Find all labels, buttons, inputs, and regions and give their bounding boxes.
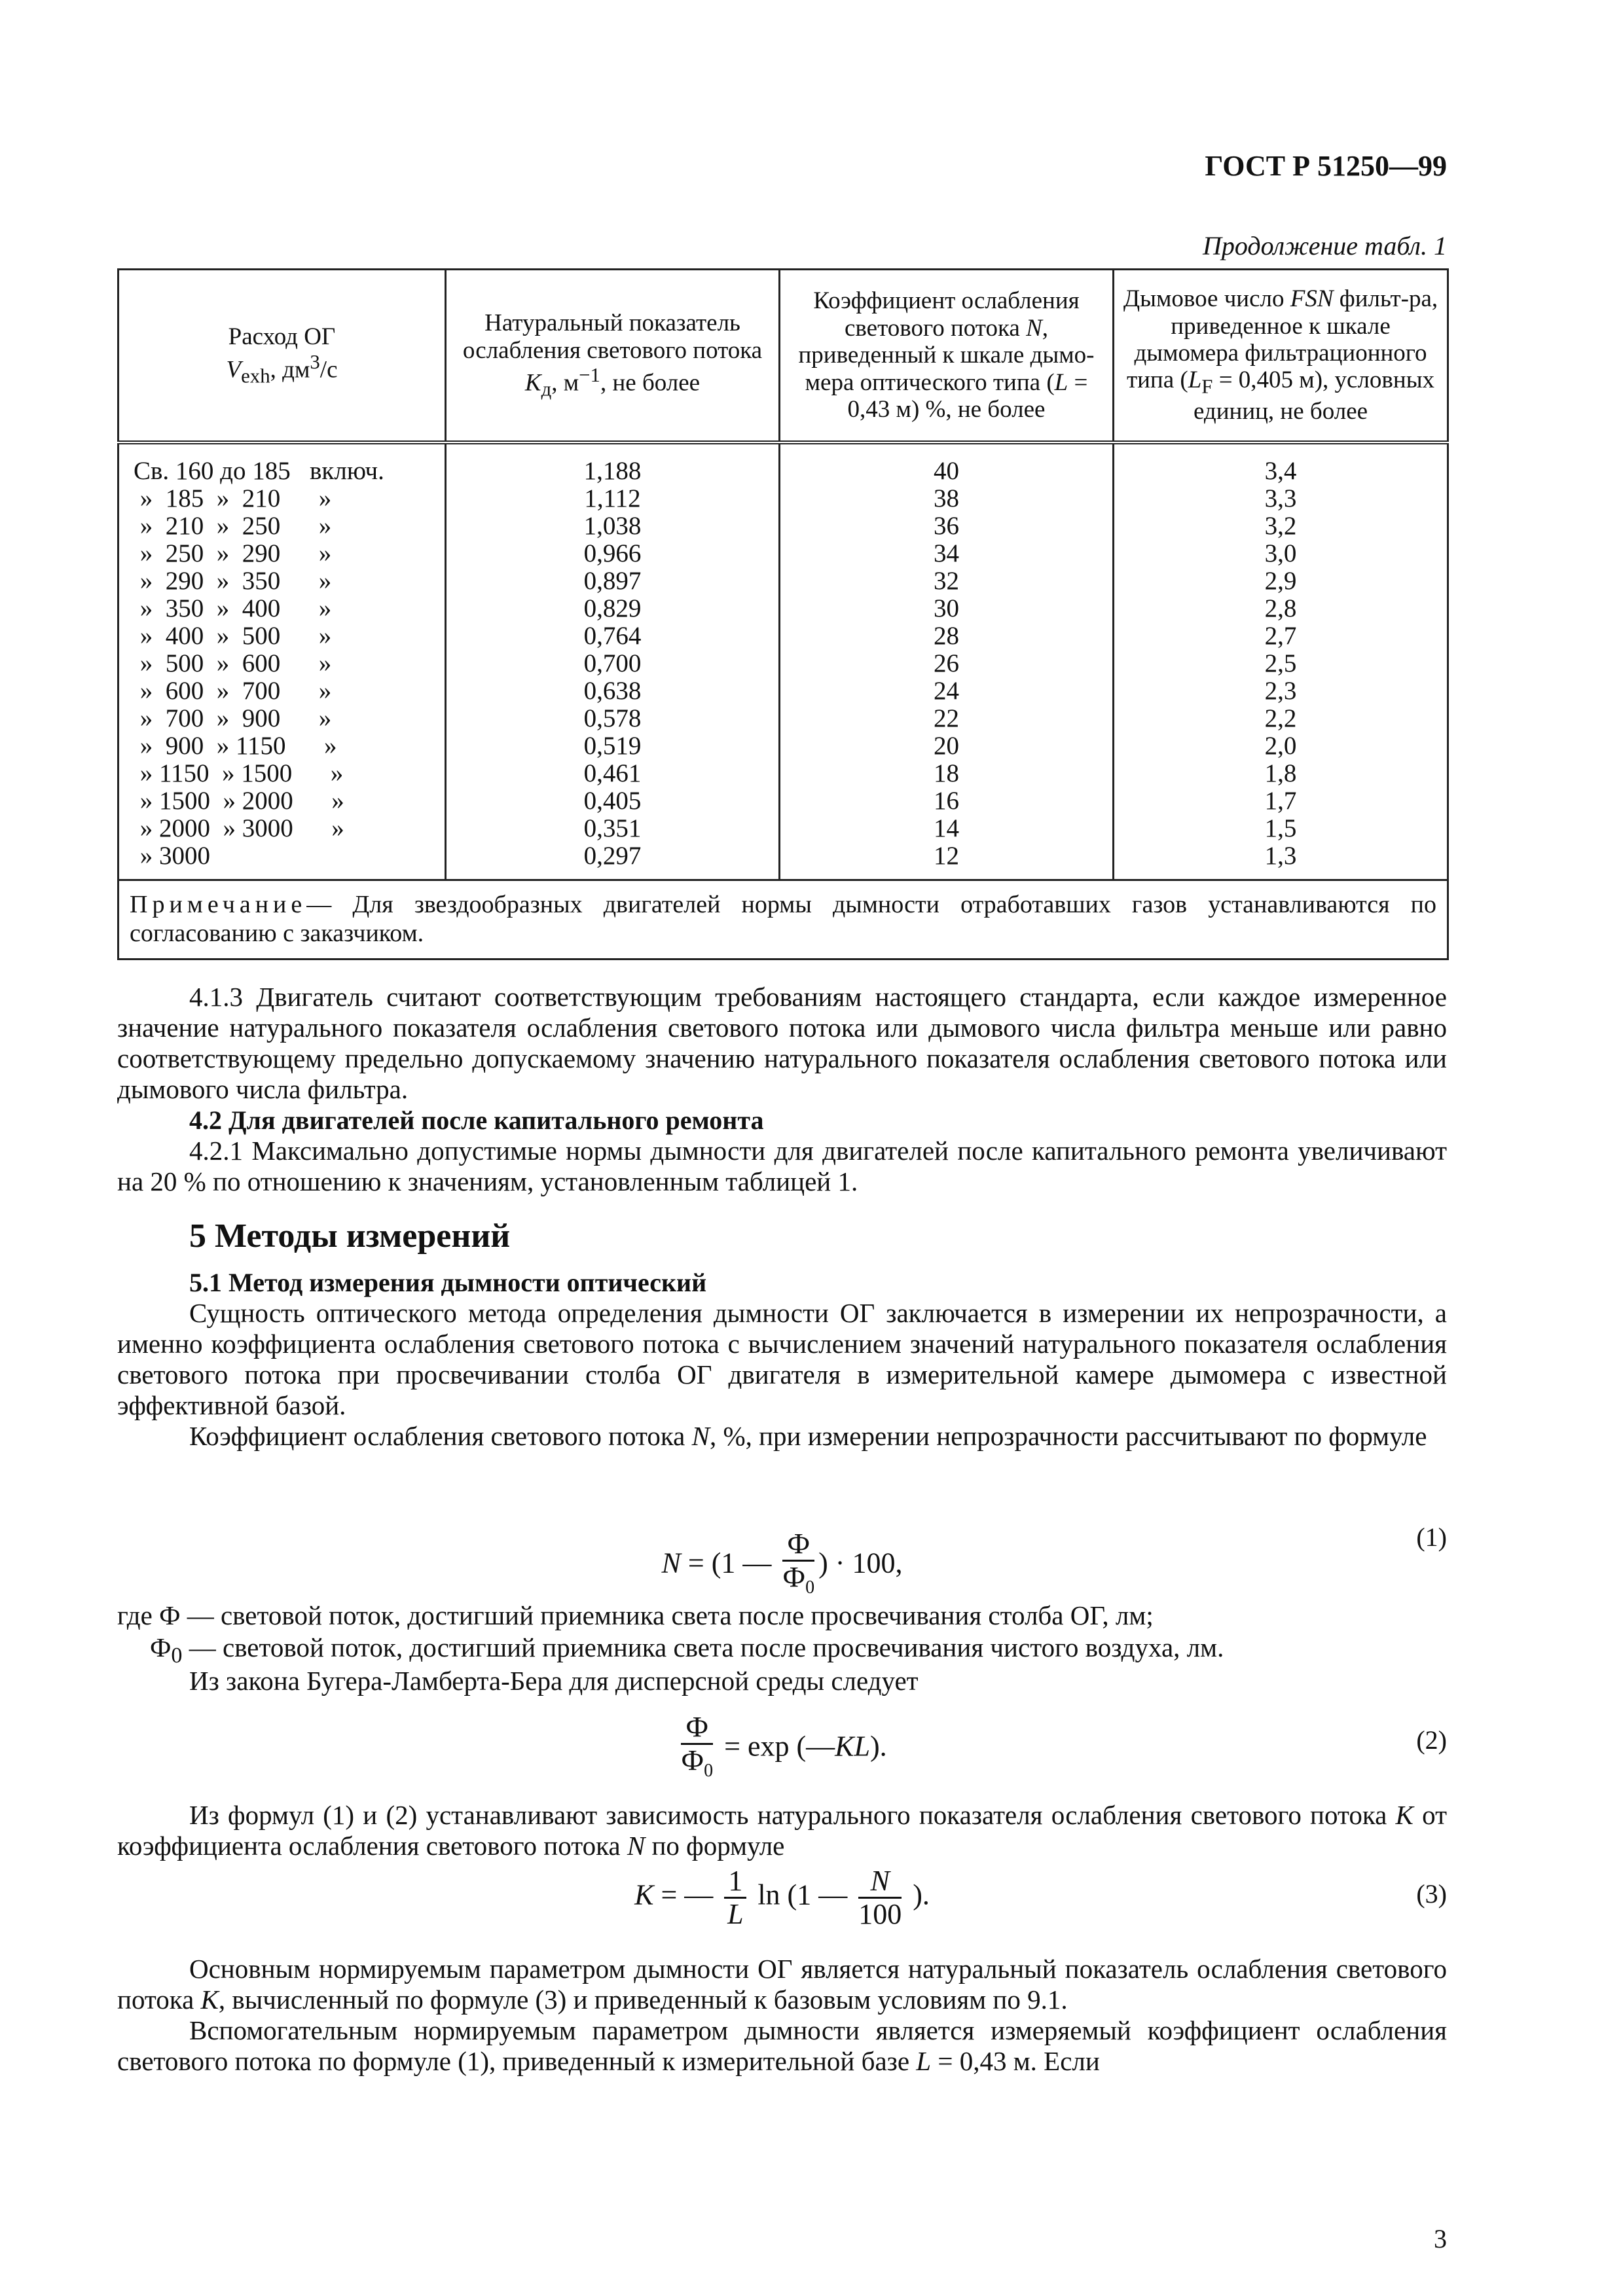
paragraph-4-1-3: 4.1.3 Двигатель считают соответствующим требованиям настоящего стандарта, если каждое измеренное значение натурального показателя ослабления светового потока или дымового числа фильтра меньше или равно соответствующему предельно допускаемому значению натурального показателя ослабления светового потока или дымового числа фильтра.: [117, 982, 1447, 1104]
paragraph-aux-parameter: Вспомогательным нормируемым параметром дымности является измеряемый коэффициент ослабления светового потока по формуле (1), приведенный к измерительной базе L = 0,43 м. Если: [117, 2015, 1447, 2076]
table-cell-range: » 400 » 500 »: [134, 622, 332, 650]
header-exhaust-flow: Расход ОГ $V_{exh}$, $дм^3/с$: [119, 270, 446, 443]
table-cell-k: 1,188: [583, 457, 642, 485]
smoke-norms-table: [117, 268, 1449, 960]
formula-1-number: (1): [1416, 1522, 1447, 1552]
table-cell-k: 0,966: [583, 539, 642, 567]
table-cell-range: » 600 » 700 »: [134, 677, 332, 705]
table-cell-range: » 290 » 350 »: [134, 567, 332, 595]
paragraph-5-1-essence: Сущность оптического метода определения дымности ОГ заключается в измерении их непрозрачности, а именно коэффициента ослабления светового потока с вычислением значений натурального показателя ослабления светового потока при просвечивании столба ОГ двигателя в измерительной камере дымомера с известной эффективной базой.: [117, 1298, 1447, 1420]
table-cell-n: 18: [934, 759, 959, 787]
table-cell-fsn: 2,7: [1264, 622, 1297, 650]
formula-2: [117, 1711, 1447, 1781]
table-cell-fsn: 2,5: [1264, 649, 1297, 677]
paragraph-main-parameter: Основным нормируемым параметром дымности ОГ является натуральный показатель ослабления светового потока K, вычисленный по формуле (3) и приведенный к базовым условиям по 9.1.: [117, 1954, 1447, 2015]
table-cell-range: » 2000 » 3000 »: [134, 814, 344, 842]
table-cell-range: » 500 » 600 »: [134, 649, 332, 677]
formula-3: [117, 1865, 1447, 1931]
paragraph-5-1-coefficient: Коэффициент ослабления светового потока N, %, при измерении непрозрачности рассчитывают по формуле: [189, 1421, 1427, 1451]
table-cell-n: 22: [934, 704, 959, 732]
table-cell-fsn: 3,2: [1264, 512, 1297, 540]
header-natural-attenuation: Натуральный показатель ослабления светового потока $K_д$, $м^{-1}$, не более: [446, 270, 780, 443]
table-note-row: [119, 880, 1448, 960]
heading-5: 5 Методы измерений: [189, 1217, 511, 1255]
table-cell-n: 40: [934, 457, 959, 485]
table-cell-k: 0,829: [583, 594, 642, 622]
table-cell-range: Св. 160 до 185 включ.: [134, 457, 384, 485]
table-cell-fsn: 1,3: [1264, 842, 1297, 870]
page-number: 3: [1434, 2224, 1447, 2253]
table-cell-k: 1,038: [583, 512, 642, 540]
table-cell-k: 0,519: [583, 732, 642, 760]
table-cell-n: 30: [934, 594, 959, 622]
table-cell-fsn: 3,0: [1264, 539, 1297, 567]
closing-paragraphs: [117, 1954, 1447, 2077]
table-cell-k: 0,297: [583, 842, 642, 870]
paragraph-from-formulas: Из формул (1) и (2) устанавливают зависимость натурального показателя ослабления светового потока K от коэффициента ослабления светового потока N по формуле: [117, 1800, 1447, 1861]
table-cell-fsn: 1,8: [1264, 759, 1297, 787]
table-cell-n: 26: [934, 649, 959, 677]
table-continuation-label: Продолжение табл. 1: [1202, 231, 1447, 260]
paragraph-4-2-1: 4.2.1 Максимально допустимые нормы дымности для двигателей после капитального ремонта увеличивают на 20 % по отношению к значениям, установленным таблицей 1.: [117, 1136, 1447, 1196]
formula-3-expression: K = — $\frac{1}{L}$ ln (1 — $\frac{N}{100}$ ).: [634, 1865, 930, 1930]
table-cell-range: » 1150 » 1500 »: [134, 759, 344, 787]
table-cell-range: » 210 » 250 »: [134, 512, 332, 540]
table-cell-fsn: 2,3: [1264, 677, 1297, 705]
table-cell-n: 34: [934, 539, 959, 567]
table-cell-range: » 3000: [134, 842, 210, 870]
table-cell-k: 0,351: [583, 814, 642, 842]
formula-2-expression: $\frac{Ф}{Ф_0}$ = exp (—KL).: [681, 1711, 887, 1781]
table-cell-fsn: 3,4: [1264, 457, 1297, 485]
fsn-values-column: [1114, 457, 1447, 870]
formula-1-expression: N = (1 — $\frac{Ф}{Ф_0}$ ) · 100,: [661, 1528, 903, 1598]
table-cell-n: 14: [934, 814, 959, 842]
table-cell-fsn: 2,8: [1264, 594, 1297, 622]
paragraph-bouguer: Из закона Бугера-Ламберта-Бера для дисперсной среды следует: [189, 1666, 919, 1696]
table-cell-n: 36: [934, 512, 959, 540]
heading-5-1: 5.1 Метод измерения дымности оптический: [189, 1268, 707, 1297]
table-cell-k: 0,897: [583, 567, 642, 595]
table-cell-k: 0,405: [583, 787, 642, 815]
table-cell-n: 32: [934, 567, 959, 595]
heading-4-2: 4.2 Для двигателей после капитального ремонта: [189, 1105, 764, 1135]
table-cell-range: » 700 » 900 »: [134, 704, 332, 732]
table-cell-fsn: 3,3: [1264, 484, 1297, 512]
k-values-column: [447, 457, 778, 870]
header-fsn: Дымовое число FSN фильт-ра, приведенное к шкале дымомера фильтрационного типа ($L_F = 0,405$ м), условных единиц, не более: [1114, 270, 1448, 443]
table-header-row: [119, 270, 1448, 443]
table-data-row: [119, 442, 1448, 880]
table-cell-range: » 250 » 290 »: [134, 539, 332, 567]
table-cell-fsn: 2,0: [1264, 732, 1297, 760]
where-phi0: $Ф_0$ — световой поток, достигший приемника света после просвечивания чистого воздуха, лм.: [150, 1632, 1224, 1668]
table-cell-n: 20: [934, 732, 959, 760]
n-values-column: [780, 457, 1112, 870]
formula-3-number: (3): [1416, 1879, 1447, 1909]
document-code: ГОСТ Р 51250—99: [1205, 150, 1447, 182]
table-cell-n: 16: [934, 787, 959, 815]
table-cell-n: 28: [934, 622, 959, 650]
formula-1: [117, 1522, 1447, 1598]
header-attenuation-coefficient: Коэффициент ослабления светового потока N, приведенный к шкале дымо-мера оптического типа (L = 0,43 м) %, не более: [780, 270, 1114, 443]
table-cell-range: » 900 » 1150 »: [134, 732, 337, 760]
table-cell-k: 0,764: [583, 622, 642, 650]
range-column: [119, 457, 445, 870]
table-note: Примечание— Для звездообразных двигателей нормы дымности отработавших газов устанавливаются по согласованию с заказчиком.: [119, 880, 1448, 960]
where-phi: где Ф — световой поток, достигший приемника света после просвечивания столба ОГ, лм;: [117, 1600, 1154, 1630]
table-cell-fsn: 1,7: [1264, 787, 1297, 815]
table-cell-k: 0,578: [583, 704, 642, 732]
formula-2-number: (2): [1416, 1725, 1447, 1755]
table-cell-k: 0,638: [583, 677, 642, 705]
table-cell-range: » 1500 » 2000 »: [134, 787, 344, 815]
table-cell-n: 38: [934, 484, 959, 512]
table-cell-fsn: 1,5: [1264, 814, 1297, 842]
table-cell-k: 0,461: [583, 759, 642, 787]
table-cell-n: 24: [934, 677, 959, 705]
table-cell-k: 1,112: [584, 484, 641, 512]
table-cell-k: 0,700: [583, 649, 642, 677]
section-4-text: [117, 982, 1447, 1452]
table-cell-range: » 185 » 210 »: [134, 484, 332, 512]
table-cell-fsn: 2,9: [1264, 567, 1297, 595]
table-cell-n: 12: [934, 842, 959, 870]
table-cell-range: » 350 » 400 »: [134, 594, 332, 622]
table-cell-fsn: 2,2: [1264, 704, 1297, 732]
